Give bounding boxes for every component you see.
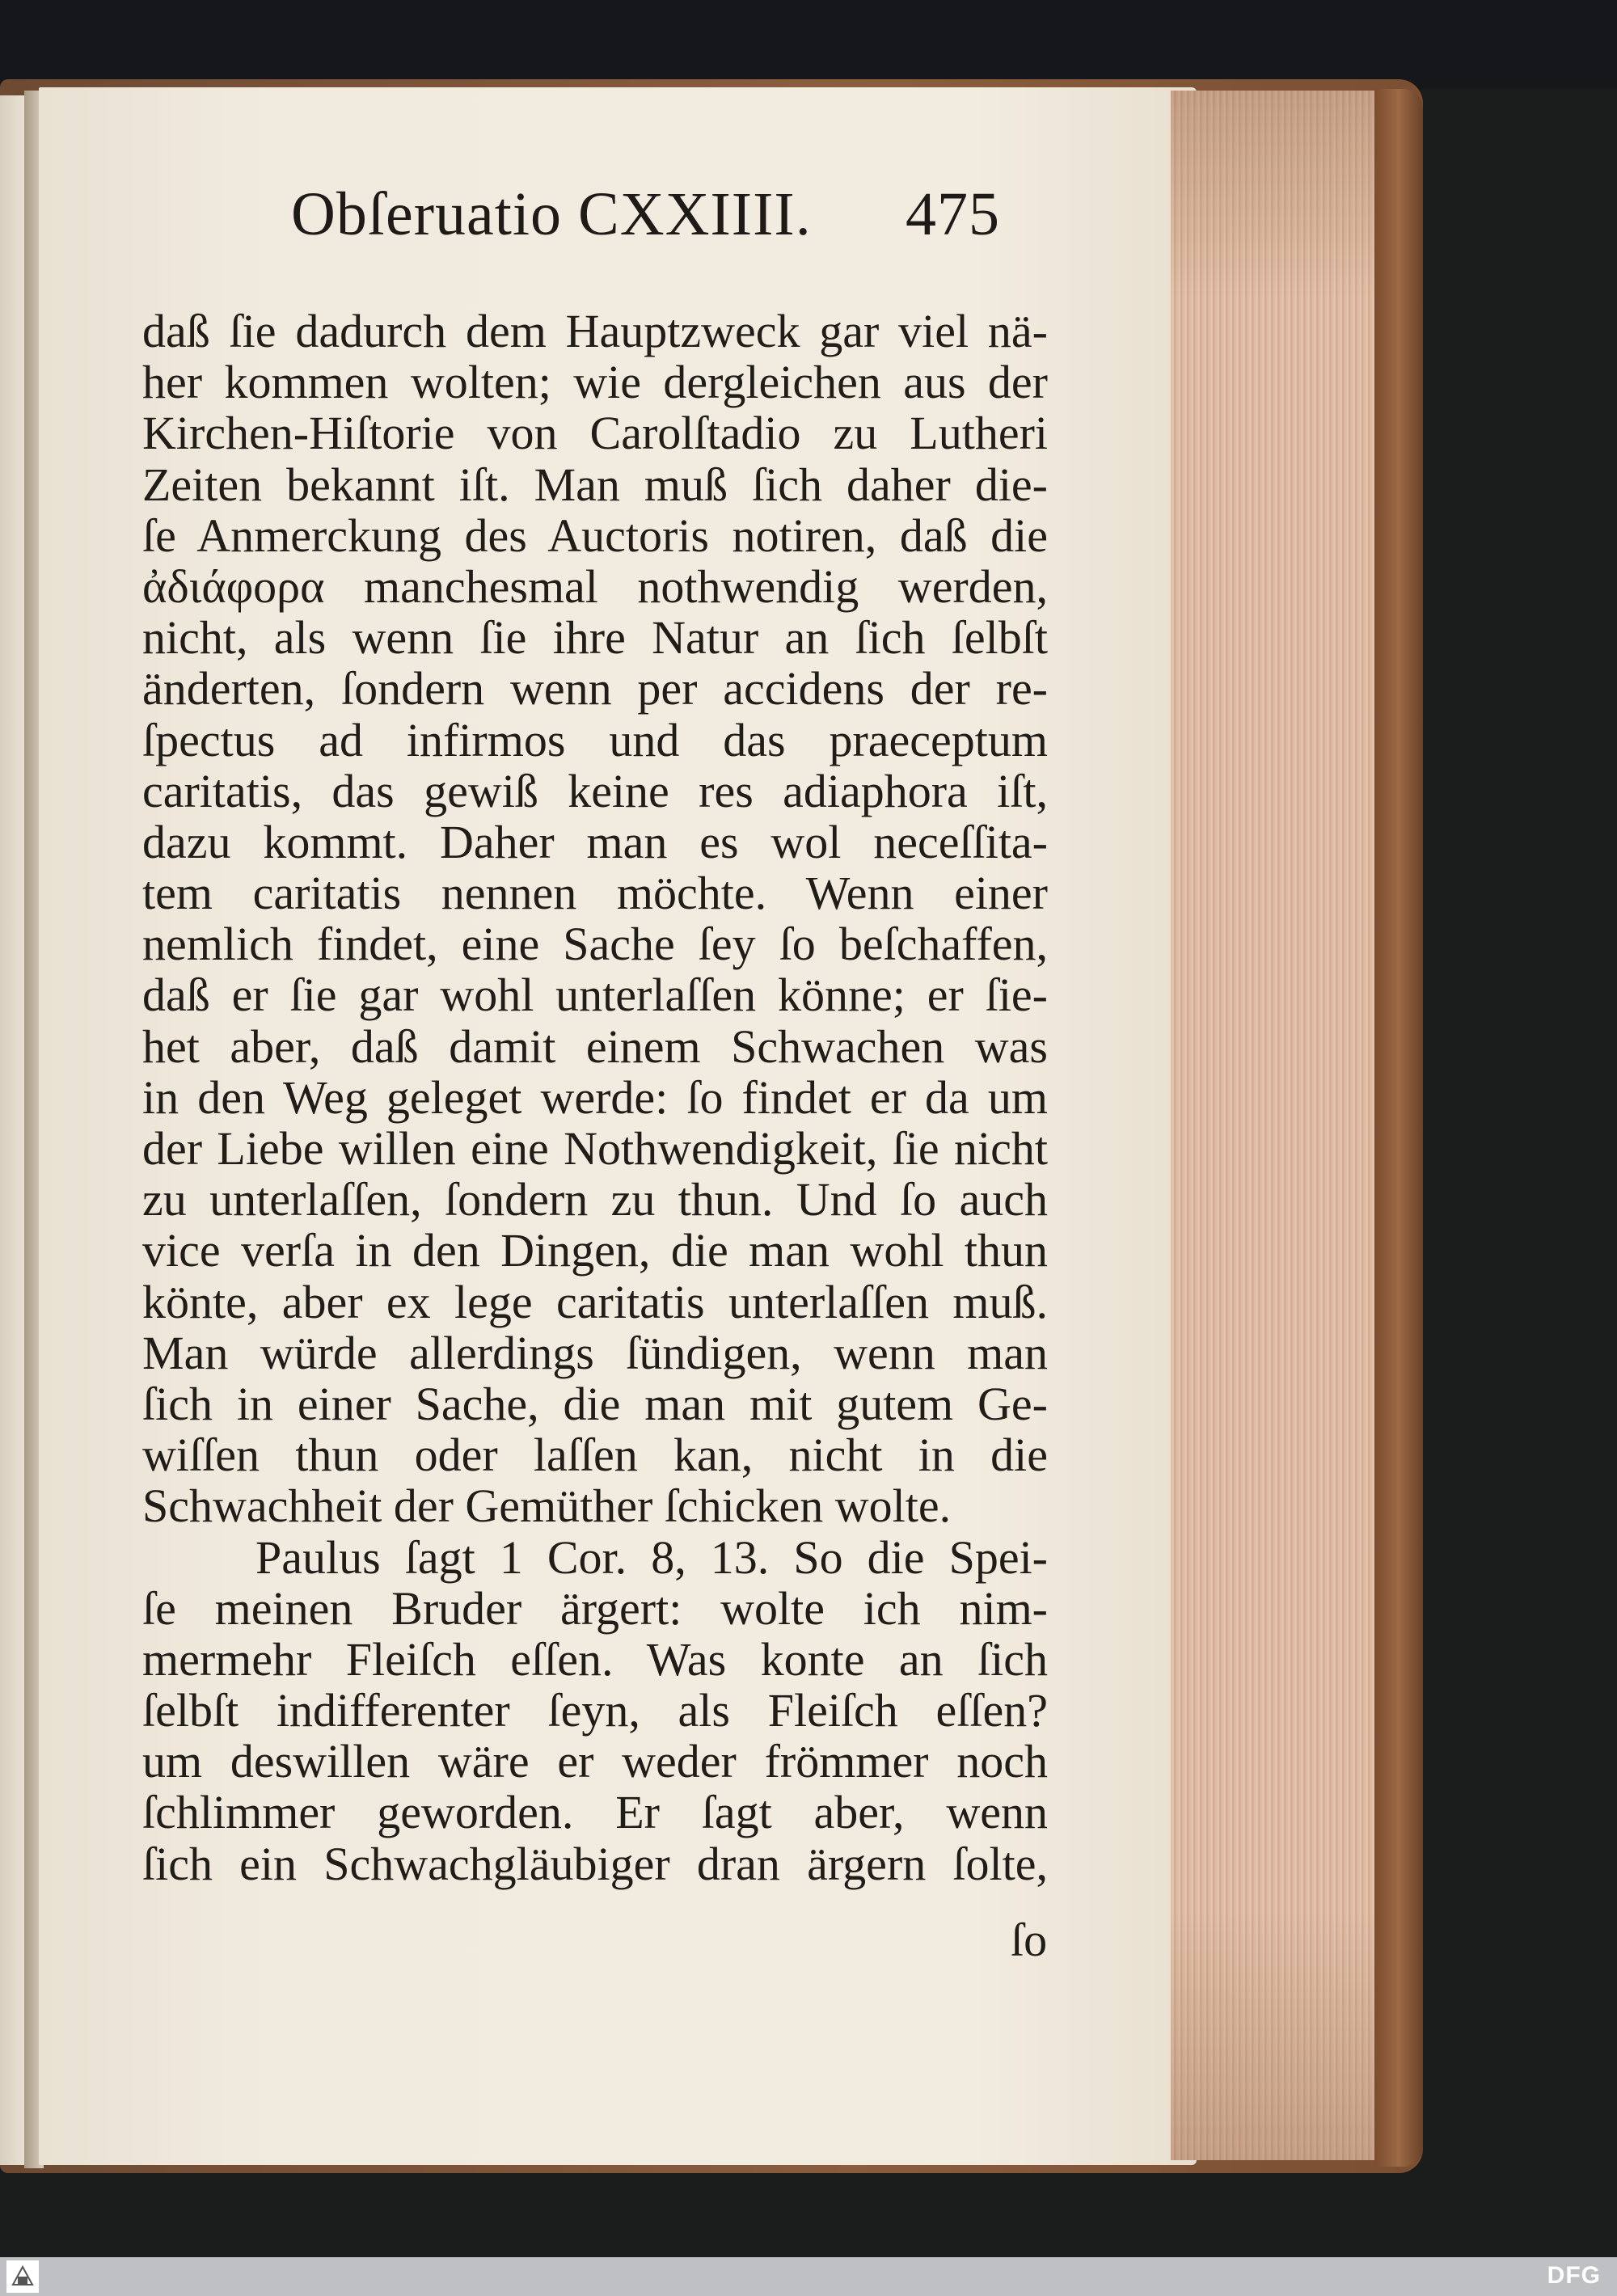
cover-edge — [1374, 89, 1423, 2167]
text-line: wiſſen thun oder laſſen kan, nicht in die — [142, 1429, 1048, 1482]
body-text — [142, 306, 1048, 1889]
text-line: könte, aber ex lege caritatis unterlaſſen muß. — [142, 1275, 1048, 1328]
text-line: daß er ſie gar wohl unterlaſſen könne; er ſie- — [142, 969, 1048, 1022]
text-line: her kommen wolten; wie dergleichen aus der — [142, 356, 1048, 409]
text-line: Zeiten bekannt iſt. Man muß ſich daher die- — [142, 458, 1048, 511]
running-head-title: Obſeruatio CXXIIII. — [291, 180, 812, 248]
text-line: der Liebe willen eine Nothwendigkeit, ſie nicht — [142, 1122, 1048, 1175]
text-line: ſchlimmer geworden. Er ſagt aber, wenn — [142, 1786, 1048, 1839]
text-line: tem caritatis nennen möchte. Wenn einer — [142, 867, 1048, 920]
text-line: ſe Anmerckung des Auctoris notiren, daß die — [142, 509, 1048, 562]
background — [0, 0, 1617, 89]
text-line: ſe meinen Bruder ärgert: wolte ich nim- — [142, 1581, 1048, 1635]
text-line: änderten, ſondern wenn per accidens der re- — [142, 662, 1048, 715]
catchword: ſo — [1011, 1914, 1048, 1966]
library-logo-icon — [6, 2260, 39, 2293]
text-line: het aber, daß damit einem Schwachen was — [142, 1019, 1048, 1073]
text-line: Kirchen-Hiſtorie von Carolſtadio zu Lutheri — [142, 407, 1048, 460]
text-line: ſpectus ad infirmos und das praeceptum — [142, 713, 1048, 766]
text-line: vice verſa in den Dingen, die man wohl thun — [142, 1224, 1048, 1277]
text-line: ſich in einer Sache, die man mit gutem Ge- — [142, 1377, 1048, 1430]
text-line: ἀδιάφορα manchesmal nothwendig werden, — [142, 559, 1048, 613]
text-line: in den Weg geleget werde: ſo findet er da um — [142, 1070, 1048, 1124]
running-head — [291, 179, 1019, 268]
text-line: ſelbſt indifferenter ſeyn, als Fleiſch eſſen? — [142, 1684, 1048, 1737]
text-line: um deswillen wäre er weder frömmer noch — [142, 1735, 1048, 1788]
page-block-shade — [1171, 91, 1383, 2160]
footer-bar — [0, 2257, 1617, 2296]
text-line: ſich ein Schwachgläubiger dran ärgern ſolte, — [142, 1837, 1048, 1890]
text-line: nicht, als wenn ſie ihre Natur an ſich ſelbſt — [142, 611, 1048, 665]
text-line: Man würde allerdings ſündigen, wenn man — [142, 1326, 1048, 1379]
text-line: nemlich findet, eine Sache ſey ſo beſchaffen, — [142, 918, 1048, 971]
text-line: dazu kommt. Daher man es wol neceſſita- — [142, 815, 1048, 868]
text-line: Schwachheit der Gemüther ſchicken wolte. — [142, 1479, 952, 1533]
text-line: mermehr Fleiſch eſſen. Was konte an ſich — [142, 1632, 1048, 1686]
text-line: caritatis, das gewiß keine res adiaphora iſt, — [142, 764, 1048, 817]
text-line: Paulus ſagt 1 Cor. 8, 13. So die Spei- — [255, 1530, 1048, 1584]
text-line: daß ſie dadurch dem Hauptzweck gar viel nä- — [142, 305, 1048, 357]
text-line: zu unterlaſſen, ſondern zu thun. Und ſo auch — [142, 1173, 1048, 1226]
dfg-logo: DFG — [1547, 2262, 1601, 2289]
page-number: 475 — [906, 180, 1000, 248]
